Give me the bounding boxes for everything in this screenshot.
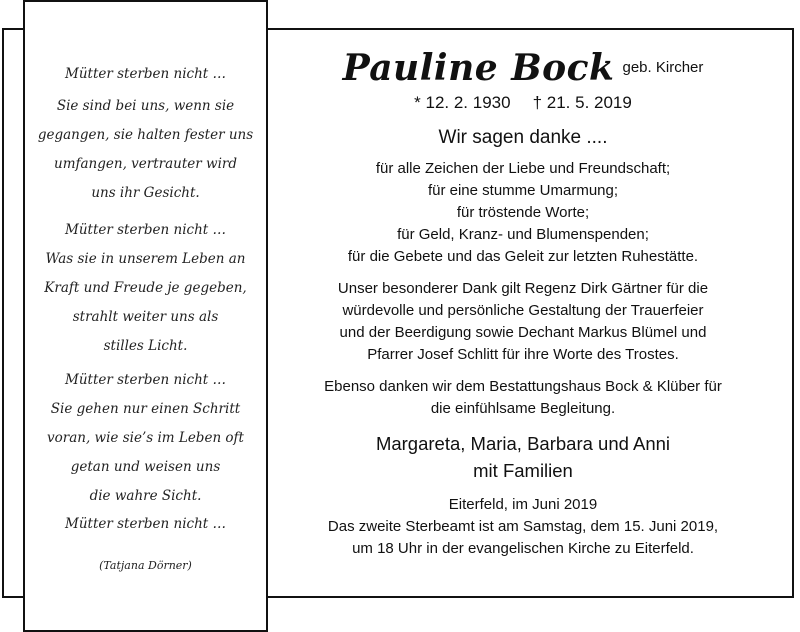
special-thanks-line: Pfarrer Josef Schlitt für ihre Worte des Trostes. xyxy=(367,346,679,363)
poem-author: (Tatjana Dörner) xyxy=(99,559,192,572)
poem-stanza-5 xyxy=(25,510,266,539)
name-row xyxy=(278,40,768,96)
funeral-home-thanks xyxy=(278,376,768,420)
special-thanks-line: Unser besonderer Dank gilt Regenz Dirk Gärtner für die xyxy=(337,280,709,297)
poem-line: Sie sind bei uns, wenn sie xyxy=(56,98,235,114)
thanks-list xyxy=(278,158,768,268)
family-line: mit Familien xyxy=(473,460,573,481)
funeral-home-line: Ebenso danken wir dem Bestattungshaus Bock & Klüber für xyxy=(324,378,722,395)
thanks-line: für eine stumme Umarmung; xyxy=(427,182,619,199)
death-date: † 21. 5. 2019 xyxy=(532,93,632,112)
family-line: Margareta, Maria, Barbara und Anni xyxy=(375,433,671,454)
poem-stanza-2 xyxy=(25,92,266,208)
thanks-line: für Geld, Kranz- und Blumenspenden; xyxy=(397,226,649,243)
poem-line: umfangen, vertrauter wird xyxy=(54,156,237,172)
deceased-name: Pauline Bock xyxy=(342,47,615,89)
special-thanks xyxy=(278,278,768,366)
poem-line: Kraft und Freude je gegeben, xyxy=(44,280,247,296)
poem-line: getan und weisen uns xyxy=(70,459,221,475)
poem-line: uns ihr Gesicht. xyxy=(91,185,200,201)
poem-line: Mütter sterben nicht … xyxy=(65,66,226,82)
special-thanks-line: würdevolle und persönliche Gestaltung der Trauerfeier xyxy=(342,302,704,319)
funeral-home-line: die einfühlsame Begleitung. xyxy=(430,400,616,417)
poem-line: strahlt weiter uns als xyxy=(72,309,219,325)
poem-stanza-3 xyxy=(25,216,266,361)
thanks-line: für tröstende Worte; xyxy=(456,204,590,221)
poem-line: gegangen, sie halten fester uns xyxy=(37,127,254,143)
poem-line: voran, wie sie’s im Leben oft xyxy=(47,430,244,446)
closing-info xyxy=(278,494,768,560)
special-thanks-line: und der Beerdigung sowie Dechant Markus Blümel und xyxy=(339,324,707,341)
poem-line: Sie gehen nur einen Schritt xyxy=(50,401,241,417)
requiem-info-line: um 18 Uhr in der evangelischen Kirche zu Eiterfeld. xyxy=(352,540,694,557)
obituary-notice xyxy=(278,40,768,560)
birth-date: * 12. 2. 1930 xyxy=(414,93,511,112)
poem-line: Was sie in unserem Leben an xyxy=(45,251,246,267)
poem-line: Mütter sterben nicht … xyxy=(65,222,226,238)
thanks-line: für die Gebete und das Geleit zur letzten Ruhestätte. xyxy=(347,248,699,265)
poem-line: Mütter sterben nicht … xyxy=(65,516,226,532)
poem-line: Mütter sterben nicht … xyxy=(65,372,226,388)
poem-panel xyxy=(23,0,268,632)
poem-line: stilles Licht. xyxy=(103,338,188,354)
thanks-heading: Wir sagen danke .... xyxy=(438,127,608,148)
poem-stanza-4 xyxy=(25,366,266,511)
thanks-line: für alle Zeichen der Liebe und Freundschaft; xyxy=(375,160,671,177)
place-date: Eiterfeld, im Juni 2019 xyxy=(448,496,598,513)
birth-name: geb. Kircher xyxy=(622,59,704,76)
family-signature xyxy=(278,430,768,484)
requiem-info-line: Das zweite Sterbeamt ist am Samstag, dem 15. Juni 2019, xyxy=(327,518,719,535)
poem-line: die wahre Sicht. xyxy=(89,488,202,504)
poem-stanza-1 xyxy=(25,60,266,89)
